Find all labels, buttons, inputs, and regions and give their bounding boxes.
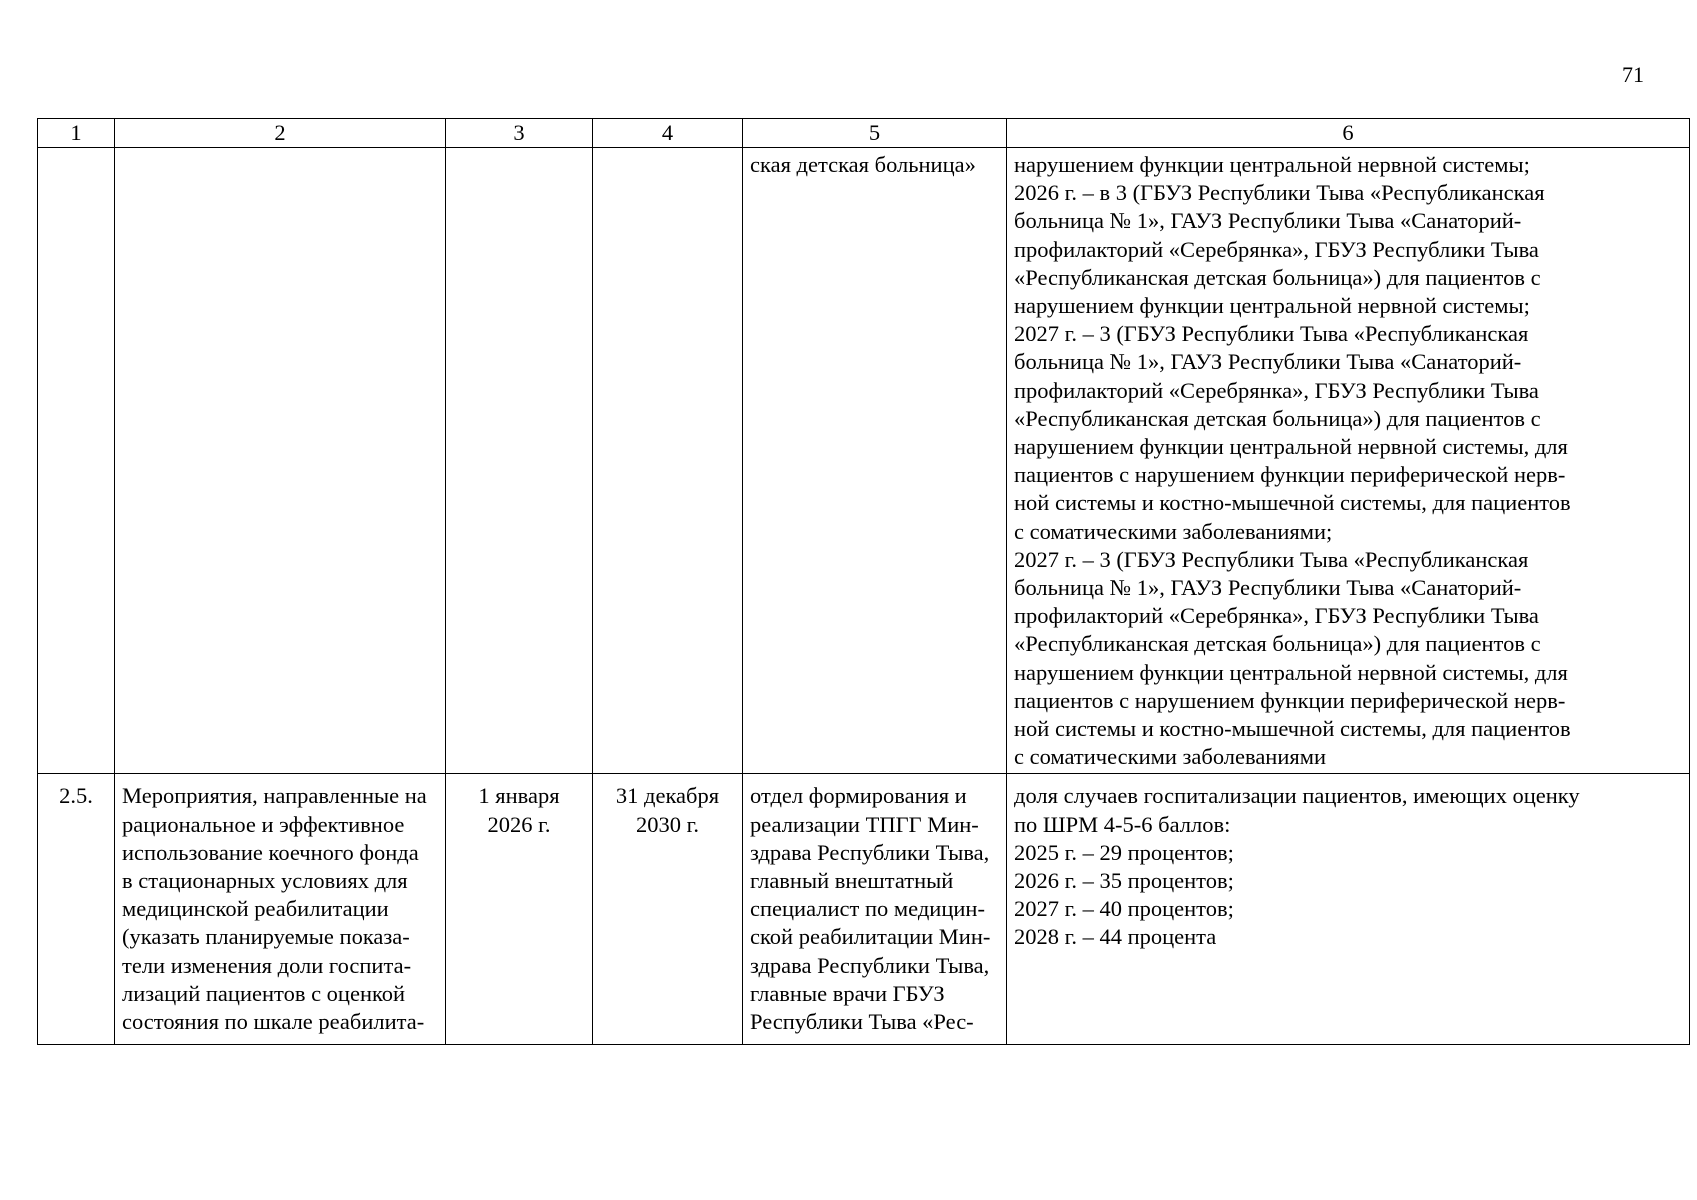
row-number: 2.5. (38, 774, 115, 1045)
end-date-cell: 31 декабря 2030 г. (593, 774, 743, 1045)
header-cell-2: 2 (115, 119, 446, 148)
start-date-cell: 1 января 2026 г. (446, 774, 593, 1045)
plan-table (37, 118, 1690, 1045)
cont-cell-responsible: ская детская больница» (743, 148, 1007, 774)
cont-cell-result: нарушением функции центральной нервной системы; 2026 г. – в 3 (ГБУЗ Республики Тыва «Республиканская больница № 1», ГАУЗ Республики Тыва «Санаторий- профилакторий «Серебрянка», ГБУЗ Республики Тыва «Республиканская детская больница») для пациентов с нарушением функции центральной нервной системы; 2027 г. – 3 (ГБУЗ Республики Тыва «Республиканская больница № 1», ГАУЗ Республики Тыва «Санаторий- профилакторий «Серебрянка», ГБУЗ Республики Тыва «Республиканская детская больница») для пациентов с нарушением функции центральной нервной системы, для пациентов с нарушением функции периферической нерв- ной системы и костно-мышечной системы, для пациентов с соматическими заболеваниями; 2027 г. – 3 (ГБУЗ Республики Тыва «Республиканская больница № 1», ГАУЗ Республики Тыва «Санаторий- профилакторий «Серебрянка», ГБУЗ Республики Тыва «Республиканская детская больница») для пациентов с нарушением функции центральной нервной системы, для пациентов с нарушением функции периферической нерв- ной системы и костно-мышечной системы, для пациентов с соматическими заболеваниями (1007, 148, 1690, 774)
cont-cell-start (446, 148, 593, 774)
result-cell: доля случаев госпитализации пациентов, имеющих оценку по ШРМ 4-5-6 баллов: 2025 г. – 29 процентов; 2026 г. – 35 процентов; 2027 г. – 40 процентов; 2028 г. – 44 процента (1007, 774, 1690, 1045)
table-row-continuation (38, 148, 1690, 774)
responsible-cell: отдел формирования и реализации ТПГГ Мин- здрава Республики Тыва, главный внештатный специалист по медицин- ской реабилитации Мин- здрава Республики Тыва, главные врачи ГБУЗ Республики Тыва «Рес- (743, 774, 1007, 1045)
header-cell-6: 6 (1007, 119, 1690, 148)
table-row-2-5 (38, 774, 1690, 1045)
header-cell-3: 3 (446, 119, 593, 148)
header-cell-4: 4 (593, 119, 743, 148)
cont-cell-activity (115, 148, 446, 774)
cont-cell-number (38, 148, 115, 774)
page-number: 71 (1622, 62, 1644, 87)
activity-cell: Мероприятия, направленные на рациональное и эффективное использование коечного фонда в стационарных условиях для медицинской реабилитации (указать планируемые показа- тели изменения доли госпита- лизаций пациентов с оценкой состояния по шкале реабилита- (115, 774, 446, 1045)
header-cell-5: 5 (743, 119, 1007, 148)
cont-cell-end (593, 148, 743, 774)
table-header-row (38, 119, 1690, 148)
header-cell-1: 1 (38, 119, 115, 148)
